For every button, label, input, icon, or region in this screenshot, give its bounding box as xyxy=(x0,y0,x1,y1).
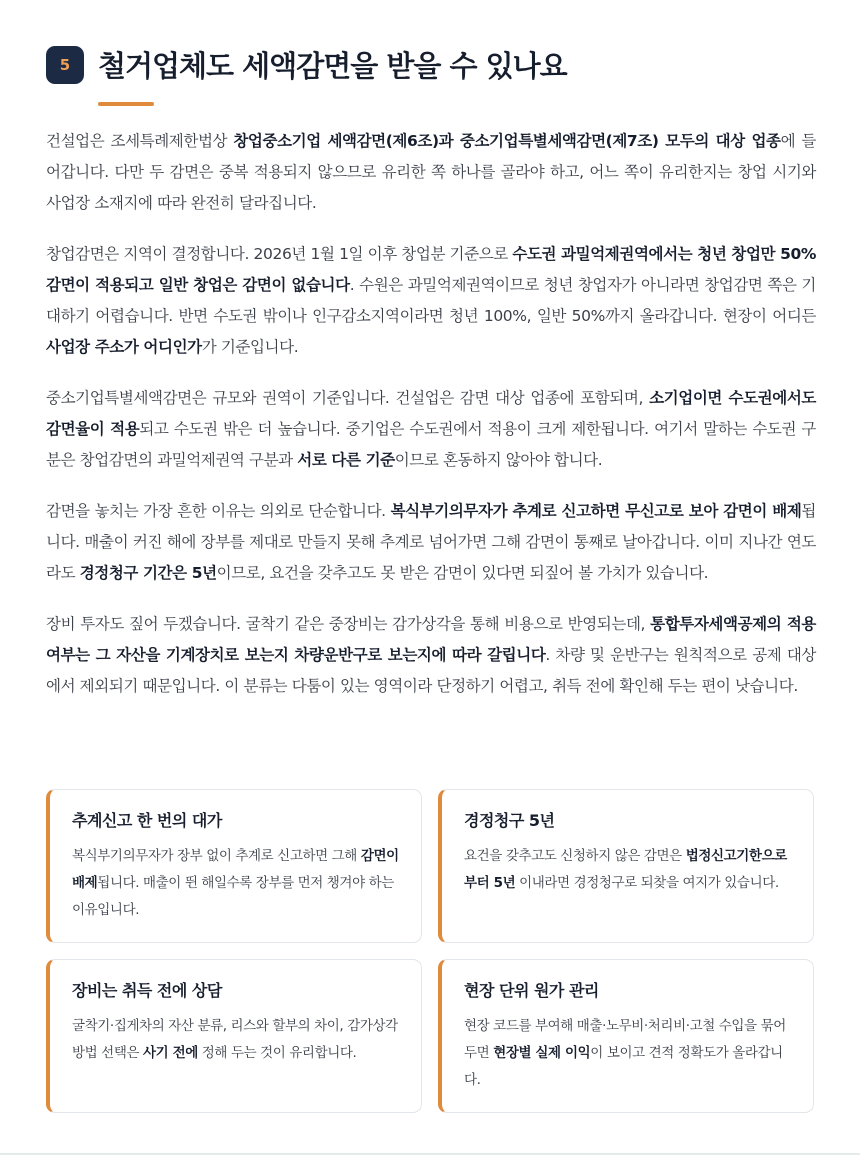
summary-card xyxy=(438,789,814,943)
bold-text-segment: 통합투자세액공제의 적용 여부는 그 자산을 기계장치로 보는지 차량운반구로 보는지에 따라 갈립니다 xyxy=(46,615,816,664)
bold-text-segment: 법정신고기한으로부터 5년 xyxy=(464,848,787,891)
article-body xyxy=(46,126,816,722)
card-title: 추계신고 한 번의 대가 xyxy=(72,811,222,830)
bold-text-segment: 수도권 과밀억제권역에서는 청년 창업만 50% 감면이 적용되고 일반 창업은 감면이 없습니다 xyxy=(46,245,817,294)
section-header xyxy=(46,44,567,85)
summary-card xyxy=(46,789,422,943)
card-body xyxy=(464,843,793,897)
section-number-badge: 5 xyxy=(46,46,84,84)
text-segment: 복식부기의무자가 장부 없이 추계로 신고하면 그해 xyxy=(72,848,361,864)
card-body xyxy=(464,1013,793,1094)
text-segment: 에 들어갑니다. 다만 두 감면은 중복 적용되지 않으므로 유리한 쪽 하나를 골라야 하고, 어느 쪽이 유리한지는 창업 시기와 사업장 소재지에 따라 완전히 달라집니다. xyxy=(46,132,816,212)
text-segment: 중소기업특별세액감면은 규모와 권역이 기준입니다. 건설업은 감면 대상 업종에 포함되며, xyxy=(46,389,650,407)
bold-text-segment: 사업장 주소가 어디인가 xyxy=(46,338,202,356)
paragraph xyxy=(46,496,816,589)
text-segment: 건설업은 조세특례제한법상 xyxy=(46,132,234,150)
text-segment: 되고 수도권 밖은 더 높습니다. 중기업은 수도권에서 적용이 크게 제한됩니다. 여기서 말하는 수도권 구분은 창업감면의 과밀억제권역 구분과 xyxy=(46,420,817,469)
text-segment: . 차량 및 운반구는 원칙적으로 공제 대상에서 제외되기 때문입니다. 이 분류는 다툼이 있는 영역이라 단정하기 어렵고, 취득 전에 확인해 두는 편이 낫습니다. xyxy=(46,646,816,695)
text-segment: 요건을 갖추고도 신청하지 않은 감면은 xyxy=(464,848,686,864)
bold-text-segment: 경정청구 기간은 5년 xyxy=(79,564,217,582)
text-segment: 창업감면은 지역이 결정합니다. 2026년 1월 1일 이후 창업분 기준으로 xyxy=(46,245,513,263)
bold-text-segment: 창업중소기업 세액감면(제6조)과 중소기업특별세액감면(제7조) 모두의 대상 업종 xyxy=(233,132,781,150)
paragraph xyxy=(46,383,816,476)
text-segment: 이므로 혼동하지 않아야 합니다. xyxy=(394,451,603,469)
summary-card xyxy=(438,959,814,1113)
text-segment: 됩니다. 매출이 커진 해에 장부를 제대로 만들지 못해 추계로 넘어가면 그해 감면이 통째로 날아갑니다. 이미 지나간 연도라도 xyxy=(46,502,816,582)
bold-text-segment: 사기 전에 xyxy=(143,1045,198,1061)
card-title: 현장 단위 원가 관리 xyxy=(464,981,599,1000)
text-segment: . 수원은 과밀억제권역이므로 청년 창업자가 아니라면 창업감면 쪽은 기대하기 어렵습니다. 반면 수도권 밖이나 인구감소지역이라면 청년 100%, 일반 50%까지 올라갑니다. 현장이 어디든 xyxy=(46,276,816,325)
bold-text-segment: 감면이 배제 xyxy=(72,848,399,891)
text-segment: 이므로, 요건을 갖추고도 못 받은 감면이 있다면 되짚어 볼 가치가 있습니다. xyxy=(216,564,709,582)
text-segment: 이내라면 경정청구로 되찾을 여지가 있습니다. xyxy=(515,875,779,891)
title-underline xyxy=(98,102,154,106)
summary-cards xyxy=(46,789,814,1113)
paragraph xyxy=(46,126,816,219)
text-segment: 장비 투자도 짚어 두겠습니다. 굴착기 같은 중장비는 감가상각을 통해 비용으로 반영되는데, xyxy=(46,615,651,633)
section-title: 철거업체도 세액감면을 받을 수 있나요 xyxy=(98,49,567,83)
bold-text-segment: 복식부기의무자가 추계로 신고하면 무신고로 보아 감면이 배제 xyxy=(390,502,802,520)
text-segment: 현장 코드를 부여해 매출·노무비·처리비·고철 수입을 묶어 두면 xyxy=(464,1018,786,1061)
paragraph xyxy=(46,239,816,363)
card-title: 장비는 취득 전에 상담 xyxy=(72,981,222,1000)
text-segment: 됩니다. 매출이 뛴 해일수록 장부를 먼저 챙겨야 하는 이유입니다. xyxy=(72,875,394,918)
summary-card xyxy=(46,959,422,1113)
bold-text-segment: 현장별 실제 이익 xyxy=(493,1045,591,1061)
text-segment: 감면을 놓치는 가장 흔한 이유는 의외로 단순합니다. xyxy=(46,502,391,520)
bold-text-segment: 서로 다른 기준 xyxy=(297,451,395,469)
text-segment: 이 보이고 견적 정확도가 올라갑니다. xyxy=(464,1045,783,1088)
bold-text-segment: 소기업이면 수도권에서도 감면율이 적용 xyxy=(46,389,816,438)
text-segment: 가 기준입니다. xyxy=(201,338,299,356)
card-body xyxy=(72,843,401,924)
paragraph xyxy=(46,609,816,702)
card-title: 경정청구 5년 xyxy=(464,811,555,830)
card-body xyxy=(72,1013,401,1067)
text-segment: 굴착기·집게차의 자산 분류, 리스와 할부의 차이, 감가상각 방법 선택은 xyxy=(72,1018,398,1061)
text-segment: 정해 두는 것이 유리합니다. xyxy=(197,1045,357,1061)
